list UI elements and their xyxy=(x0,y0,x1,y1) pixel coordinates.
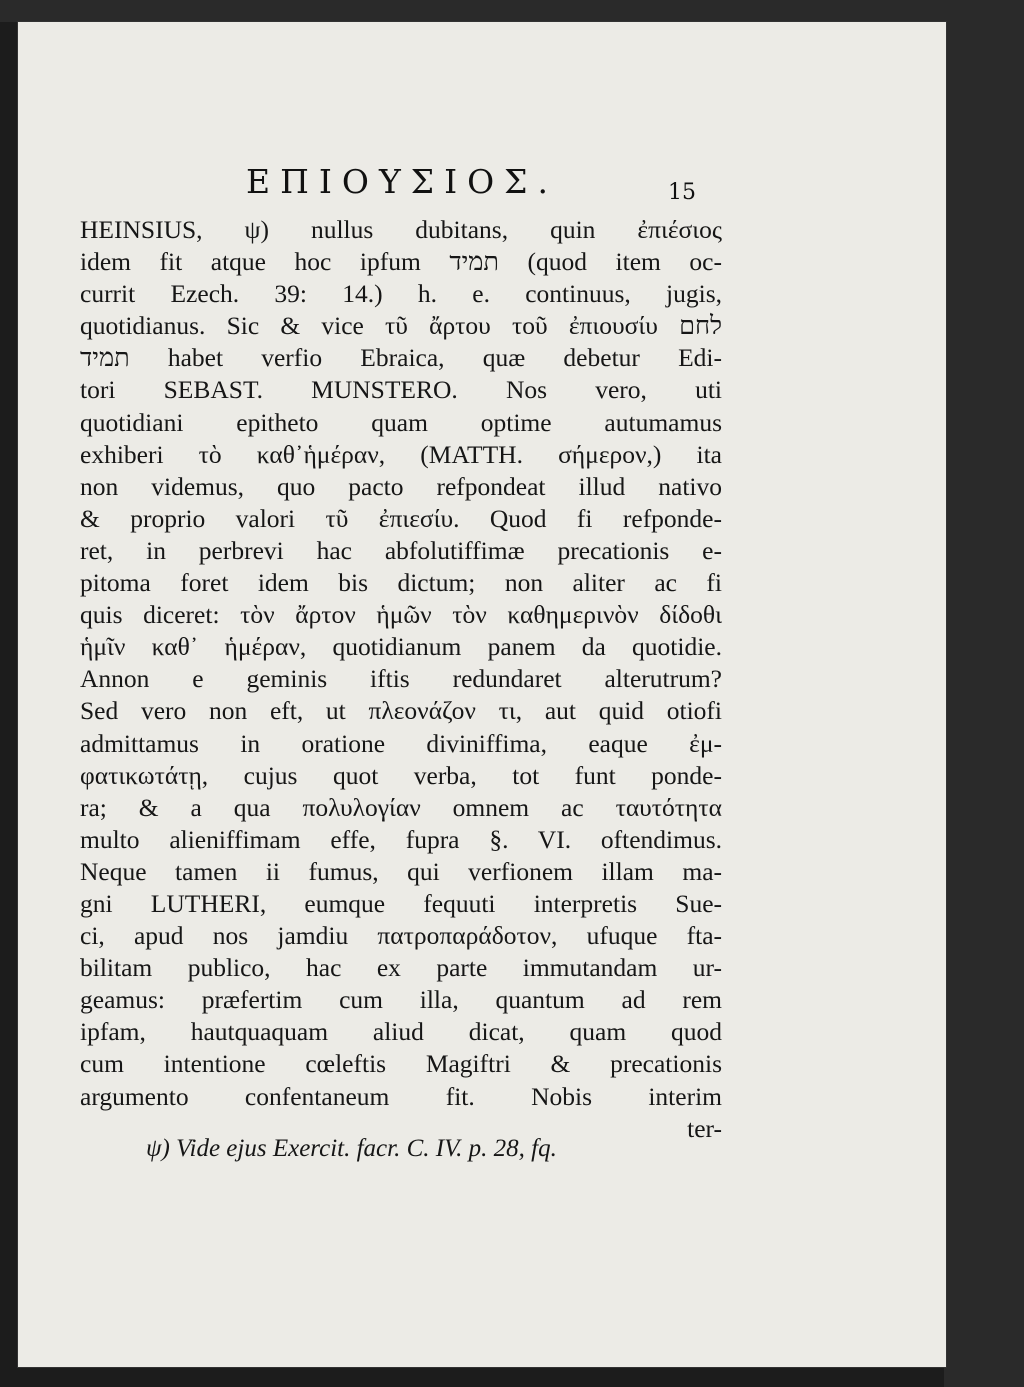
text-line: idem fit atque hoc ipfum תמיד (quod item oc- xyxy=(80,247,722,277)
text-line: φατικωτάτῃ, cujus quot verba, tot funt ponde- xyxy=(80,760,722,790)
scan-border-top xyxy=(0,0,1024,22)
text-line: admittamus in oratione diviniffima, eaque ἐμ- xyxy=(80,728,722,758)
text-line: geamus: præfertim cum illa, quantum ad rem xyxy=(80,985,722,1015)
text-line: & proprio valori τῦ ἐπιεσίυ. Quod fi refponde- xyxy=(80,503,722,533)
running-head: ΕΠΙΟΥΣΙΟΣ. xyxy=(246,162,558,201)
text-line: currit Ezech. 39: 14.) h. e. continuus, jugis, xyxy=(80,279,722,309)
text-line: תמיד habet verfio Ebraica, quæ debetur Edi- xyxy=(80,343,722,373)
text-line: non videmus, quo pacto refpondeat illud nativo xyxy=(80,471,722,501)
text-line: quotidiani epitheto quam optime autumamus xyxy=(80,407,722,437)
text-line: multo alieniffimam effe, fupra §. VI. oftendimus. xyxy=(80,824,722,854)
text-line: quis diceret: τὸν ἄρτον ἡμῶν τὸν καθημερινὸν δίδοθι xyxy=(80,600,722,630)
text-line: cum intentione cœleftis Magiftri & precationis xyxy=(80,1049,722,1079)
text-line: ra; & a qua πολυλογίαν omnem ac ταυτότητα xyxy=(80,792,722,822)
text-line: HEINSIUS, ψ) nullus dubitans, quin ἐπιέσιος xyxy=(80,215,722,244)
text-line: ἡμῖν καθ᾽ ἡμέραν, quotidianum panem da quotidie. xyxy=(80,632,722,662)
text-line: argumento confentaneum fit. Nobis interim xyxy=(80,1081,722,1111)
text-line: gni LUTHERI, eumque fequuti interpretis Sue- xyxy=(80,888,722,918)
text-line: exhiberi τὸ καθ᾽ἡμέραν, (MATTH. σήμερον,) ita xyxy=(80,439,722,469)
text-line: tori SEBAST. MUNSTERO. Nos vero, uti xyxy=(80,375,722,405)
text-line: Neque tamen ii fumus, qui verfionem illam ma- xyxy=(80,856,722,886)
text-line: ret, in perbrevi hac abfolutiffimæ precationis e- xyxy=(80,535,722,565)
body-text xyxy=(80,214,722,1145)
footnote: ψ) Vide ejus Exercit. facr. C. IV. p. 28, fq. xyxy=(146,1135,557,1162)
text-line: pitoma foret idem bis dictum; non aliter ac fi xyxy=(80,568,722,598)
page-number: 15 xyxy=(668,180,696,205)
text-line: Sed vero non eft, ut πλεονάζον τι, aut quid otiofi xyxy=(80,696,722,726)
text-line: ci, apud nos jamdiu πατροπαράδοτον, ufuque fta- xyxy=(80,921,722,951)
text-line: Annon e geminis iftis redundaret alterutrum? xyxy=(80,664,722,694)
scan-border-right xyxy=(944,0,1024,1387)
catchword: ter- xyxy=(687,1113,722,1143)
text-line: ipfam, hautquaquam aliud dicat, quam quod xyxy=(80,1017,722,1047)
text-line: bilitam publico, hac ex parte immutandam ur- xyxy=(80,953,722,983)
book-page xyxy=(18,22,946,1367)
text-line: quotidianus. Sic & vice τῦ ἄρτου τοῦ ἐπιουσίυ לחם xyxy=(80,311,722,341)
